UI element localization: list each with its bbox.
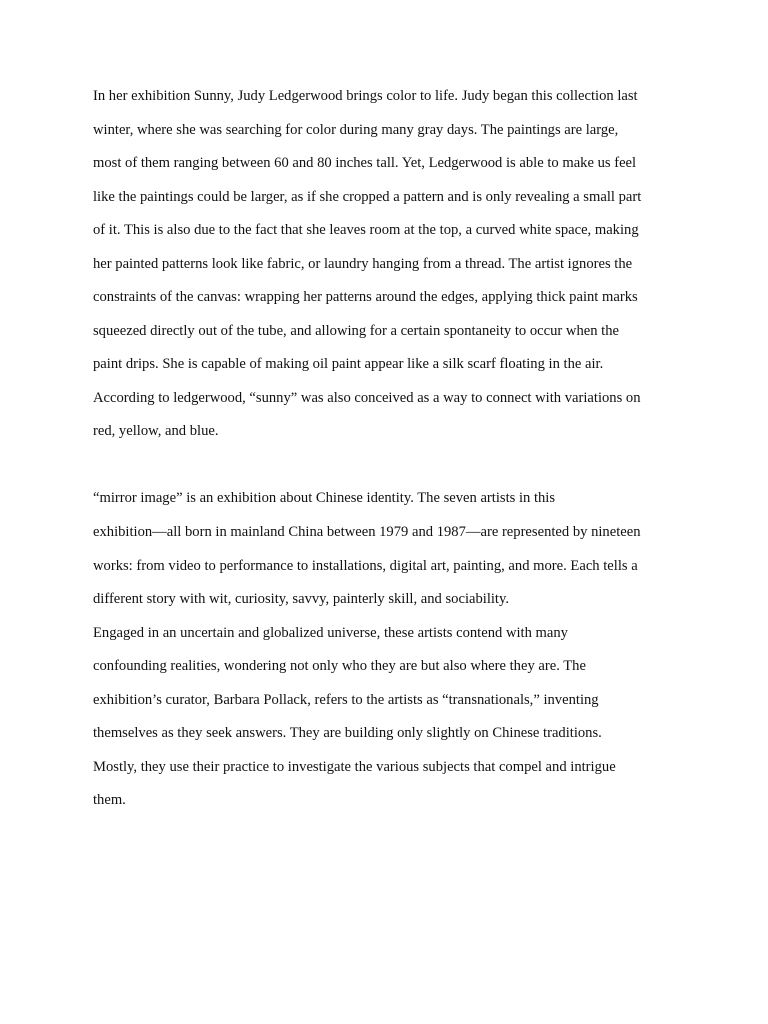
paragraph-line: of it. This is also due to the fact that she leaves room at the top, a curved white space, making [93, 222, 639, 238]
paragraph-line: exhibition—all born in mainland China between 1979 and 1987—are represented by nineteen [93, 524, 641, 540]
paragraph-line: “mirror image” is an exhibition about Chinese identity. The seven artists in this [93, 490, 556, 506]
paragraph-line: exhibition’s curator, Barbara Pollack, refers to the artists as “transnationals,” inventing [93, 692, 599, 708]
paragraph-line: her painted patterns look like fabric, or laundry hanging from a thread. The artist ignores the [93, 256, 633, 272]
paragraph-line: Engaged in an uncertain and globalized universe, these artists contend with many [93, 625, 568, 641]
document-body [93, 0, 683, 1024]
paragraph-line: themselves as they seek answers. They are building only slightly on Chinese traditions. [93, 725, 602, 741]
paragraph-line: red, yellow, and blue. [93, 423, 219, 439]
paragraph-line: winter, where she was searching for color during many gray days. The paintings are large, [93, 122, 619, 138]
paragraph-line: like the paintings could be larger, as if she cropped a pattern and is only revealing a small part [93, 189, 642, 205]
paragraph-line: paint drips. She is capable of making oil paint appear like a silk scarf floating in the air. [93, 356, 604, 372]
paragraph-line: According to ledgerwood, “sunny” was also conceived as a way to connect with variations on [93, 390, 641, 406]
paragraph-line: squeezed directly out of the tube, and allowing for a certain spontaneity to occur when the [93, 323, 620, 339]
paragraph-line: Mostly, they use their practice to investigate the various subjects that compel and intrigue [93, 759, 616, 775]
paragraph-line: them. [93, 792, 126, 808]
paragraph-line: confounding realities, wondering not only who they are but also where they are. The [93, 658, 586, 674]
paragraph-line: constraints of the canvas: wrapping her patterns around the edges, applying thick paint marks [93, 289, 638, 305]
paragraph-line: In her exhibition Sunny, Judy Ledgerwood brings color to life. Judy began this collection last [93, 88, 638, 104]
paragraph-line: different story with wit, curiosity, savvy, painterly skill, and sociability. [93, 591, 509, 607]
paragraph-line: most of them ranging between 60 and 80 inches tall. Yet, Ledgerwood is able to make us feel [93, 155, 637, 171]
paragraph-line: works: from video to performance to installations, digital art, painting, and more. Each tells a [93, 558, 638, 574]
